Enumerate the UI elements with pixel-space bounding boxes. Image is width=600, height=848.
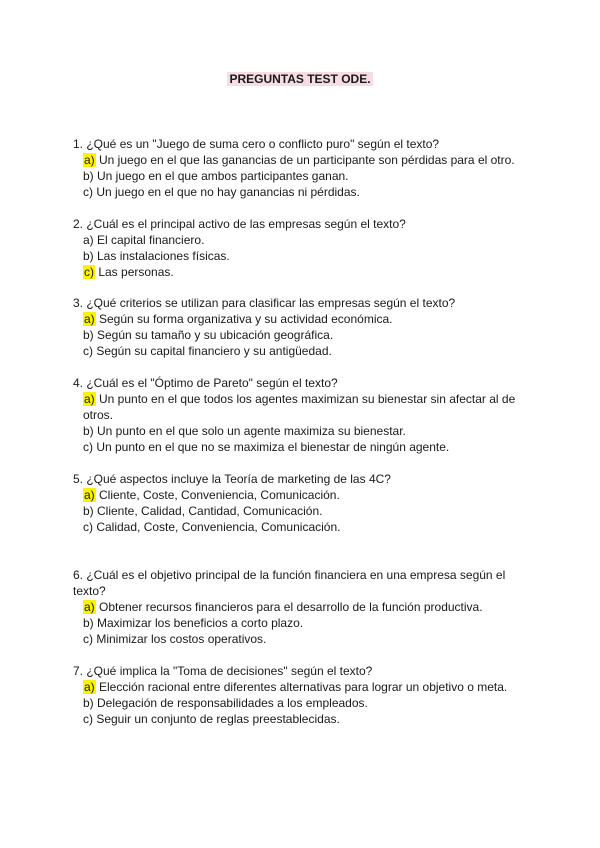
answer-option-a: a) Obtener recursos financieros para el desarrollo de la función productiva.: [84, 600, 483, 614]
answer-option-c: c) Un punto en el que no se maximiza el bienestar de ningún agente.: [83, 440, 450, 454]
question-1: [73, 136, 523, 200]
answer-option-a: a) Elección racional entre diferentes alternativas para lograr un objetivo o meta.: [84, 680, 508, 694]
question-stem: 5. ¿Qué aspectos incluye la Teoría de marketing de las 4C?: [73, 472, 391, 486]
question-stem: 6. ¿Cuál es el objetivo principal de la función financiera en una empresa según el texto?: [73, 568, 506, 598]
question-stem: 4. ¿Cuál es el "Óptimo de Pareto" según el texto?: [73, 376, 338, 390]
question-stem: 7. ¿Qué implica la "Toma de decisiones" según el texto?: [73, 664, 373, 678]
question-3: [73, 295, 523, 359]
answer-option-a: a) Cliente, Coste, Conveniencia, Comunicación.: [84, 488, 340, 502]
answer-option-b: b) Un punto en el que solo un agente maximiza su bienestar.: [83, 424, 406, 438]
correct-answer-highlight: a): [84, 312, 95, 326]
answer-option-b: b) Las instalaciones físicas.: [83, 249, 230, 263]
correct-answer-highlight: c): [84, 265, 94, 279]
answer-option-c: c) Calidad, Coste, Conveniencia, Comunicación.: [83, 520, 341, 534]
correct-answer-highlight: a): [84, 392, 95, 406]
question-stem: 1. ¿Qué es un "Juego de suma cero o conflicto puro" según el texto?: [73, 137, 440, 151]
answer-option-a: a) Un punto en el que todos los agentes maximizan su bienestar sin afectar al de otros.: [83, 392, 516, 422]
correct-answer-highlight: a): [84, 153, 95, 167]
answer-option-b: b) Cliente, Calidad, Cantidad, Comunicación.: [83, 504, 323, 518]
answer-option-c: c) Un juego en el que no hay ganancias ni pérdidas.: [83, 185, 360, 199]
answer-option-b: b) Maximizar los beneficios a corto plazo.: [83, 616, 304, 630]
answer-option-b: b) Delegación de responsabilidades a los empleados.: [83, 696, 368, 710]
question-6: [73, 567, 523, 647]
question-4: [73, 375, 523, 455]
correct-answer-highlight: a): [84, 680, 95, 694]
answer-option-a: a) Según su forma organizativa y su actividad económica.: [84, 312, 393, 326]
question-stem: 3. ¿Qué criterios se utilizan para clasificar las empresas según el texto?: [73, 296, 456, 310]
answer-option-a: a) El capital financiero.: [83, 233, 205, 247]
correct-answer-highlight: a): [84, 488, 95, 502]
correct-answer-highlight: a): [84, 600, 95, 614]
answer-option-c: c) Seguir un conjunto de reglas preestablecidas.: [83, 712, 340, 726]
question-5: [73, 471, 523, 535]
answer-option-c: c) Minimizar los costos operativos.: [83, 632, 267, 646]
answer-option-c: c) Las personas.: [84, 265, 174, 279]
question-stem: 2. ¿Cuál es el principal activo de las empresas según el texto?: [73, 217, 406, 231]
page-title: PREGUNTAS TEST ODE.: [229, 72, 371, 86]
answer-option-a: a) Un juego en el que las ganancias de un participante son pérdidas para el otro.: [84, 153, 515, 167]
question-2: [73, 216, 523, 280]
answer-option-c: c) Según su capital financiero y su antigüedad.: [83, 344, 332, 358]
question-7: [73, 663, 523, 727]
answer-option-b: b) Según su tamaño y su ubicación geográfica.: [83, 328, 334, 342]
answer-option-b: b) Un juego en el que ambos participantes ganan.: [83, 169, 349, 183]
